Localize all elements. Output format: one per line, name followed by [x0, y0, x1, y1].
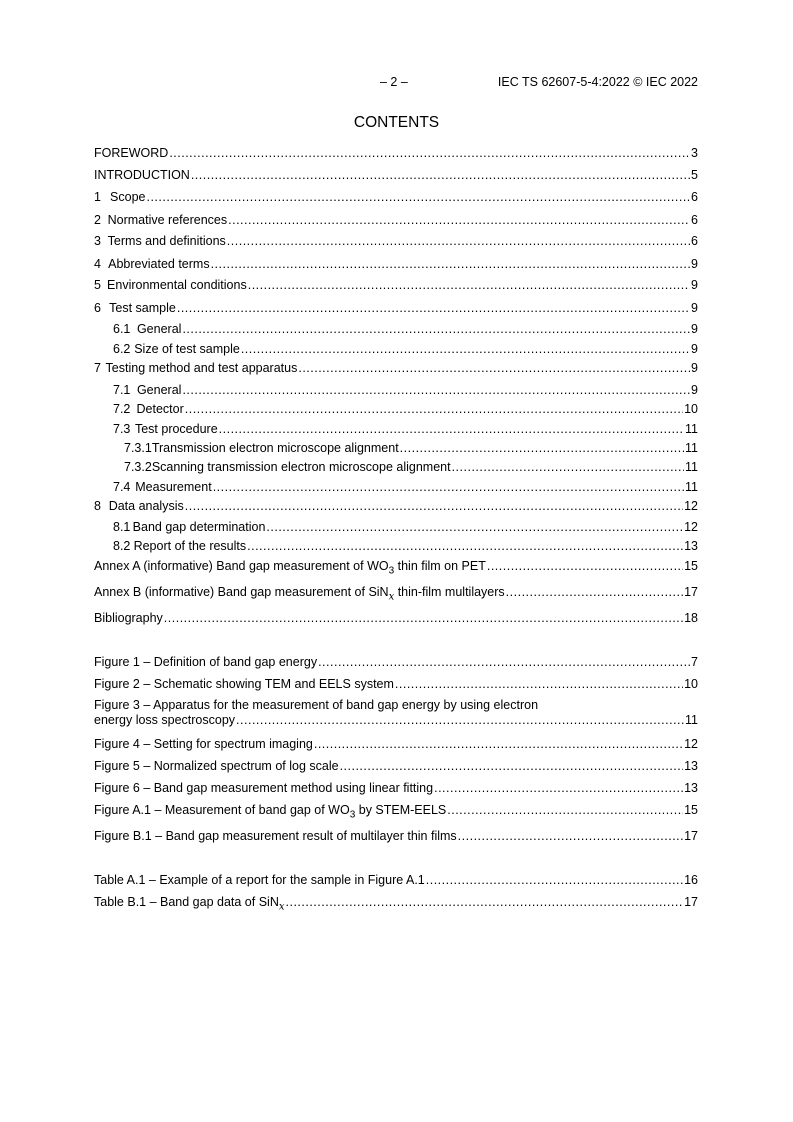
table-entry-b1[interactable]: Table B.1 – Band gap data of SiN$_x$ ..... 17	[94, 893, 698, 917]
toc-entry-7-3-1[interactable]: 7.3.1 Transmission electron microscope alignment ..... 11	[124, 439, 698, 457]
toc-entry-abbreviated-terms[interactable]: 4 Abbreviated terms ..... 9	[94, 255, 698, 273]
toc-entry-annex-b[interactable]: Annex B (informative) Band gap measurement of SiN$_x$ thin-film multilayers ..... 17	[94, 583, 698, 607]
toc-entry-bibliography[interactable]: Bibliography ..... 18	[94, 609, 698, 627]
page-header	[95, 75, 698, 93]
toc-entry-foreword[interactable]: FOREWORD ..... 3	[94, 144, 698, 162]
standard-reference: IEC TS 62607-5-4:2022 © IEC 2022	[497, 75, 698, 89]
toc-entry-8-2[interactable]: 8.2 Report of the results ..... 13	[113, 537, 698, 555]
figure-entry-2[interactable]: Figure 2 – Schematic showing TEM and EELS system ..... 10	[94, 675, 698, 693]
table-entry-a1[interactable]: Table A.1 – Example of a report for the sample in Figure A.1 ..... 16	[94, 871, 698, 889]
toc-entry-7-1[interactable]: 7.1 General ..... 9	[113, 381, 698, 399]
toc-entry-terms[interactable]: 3 Terms and definitions ..... 6	[94, 232, 698, 250]
toc-entry-normative-references[interactable]: 2 Normative references ..... 6	[94, 211, 698, 229]
toc-entry-data-analysis[interactable]: 8 Data analysis ..... 12	[94, 497, 698, 515]
toc-entry-6-2[interactable]: 6.2 Size of test sample ..... 9	[113, 340, 698, 358]
page-title: CONTENTS	[353, 114, 440, 131]
toc-entry-8-1[interactable]: 8.1 Band gap determination ..... 12	[113, 518, 698, 536]
figure-entry-a1[interactable]: Figure A.1 – Measurement of band gap of $WO_3$ by STEM-EELS ..... 15	[94, 801, 698, 825]
toc-entry-7-3[interactable]: 7.3 Test procedure ..... 11	[113, 420, 698, 438]
figure-entry-1[interactable]: Figure 1 – Definition of band gap energy ..... 7	[94, 653, 698, 671]
toc-entry-7-2[interactable]: 7.2 Detector ..... 10	[113, 400, 698, 418]
figure-entry-3[interactable]: Figure 3 – Apparatus for the measurement of band gap energy by using electron energy loss spectroscopy ..... 11	[94, 698, 698, 728]
toc-entry-6-1[interactable]: 6.1 General ..... 9	[113, 320, 698, 338]
toc-entry-annex-a[interactable]: Annex A (informative) Band gap measurement of $WO_3$ thin film on PET ..... 15	[94, 557, 698, 581]
toc-entry-testing-method[interactable]: 7 Testing method and test apparatus ..... 9	[94, 359, 698, 377]
page-number: – 2 –	[380, 75, 408, 89]
toc-entry-introduction[interactable]: INTRODUCTION ..... 5	[94, 166, 698, 184]
toc-entry-scope[interactable]: 1 Scope ..... 6	[94, 188, 698, 206]
toc-entry-7-3-2[interactable]: 7.3.2 Scanning transmission electron microscope alignment ..... 11	[124, 458, 698, 476]
toc-entry-environmental-conditions[interactable]: 5 Environmental conditions ..... 9	[94, 276, 698, 294]
figure-entry-b1[interactable]: Figure B.1 – Band gap measurement result of multilayer thin films ..... 17	[94, 827, 698, 845]
toc-entry-7-4[interactable]: 7.4 Measurement ..... 11	[113, 478, 698, 496]
toc-entry-test-sample[interactable]: 6 Test sample ..... 9	[94, 299, 698, 317]
figure-entry-6[interactable]: Figure 6 – Band gap measurement method using linear fitting ..... 13	[94, 779, 698, 797]
figure-entry-5[interactable]: Figure 5 – Normalized spectrum of log scale ..... 13	[94, 757, 698, 775]
figure-entry-4[interactable]: Figure 4 – Setting for spectrum imaging ..... 12	[94, 735, 698, 753]
